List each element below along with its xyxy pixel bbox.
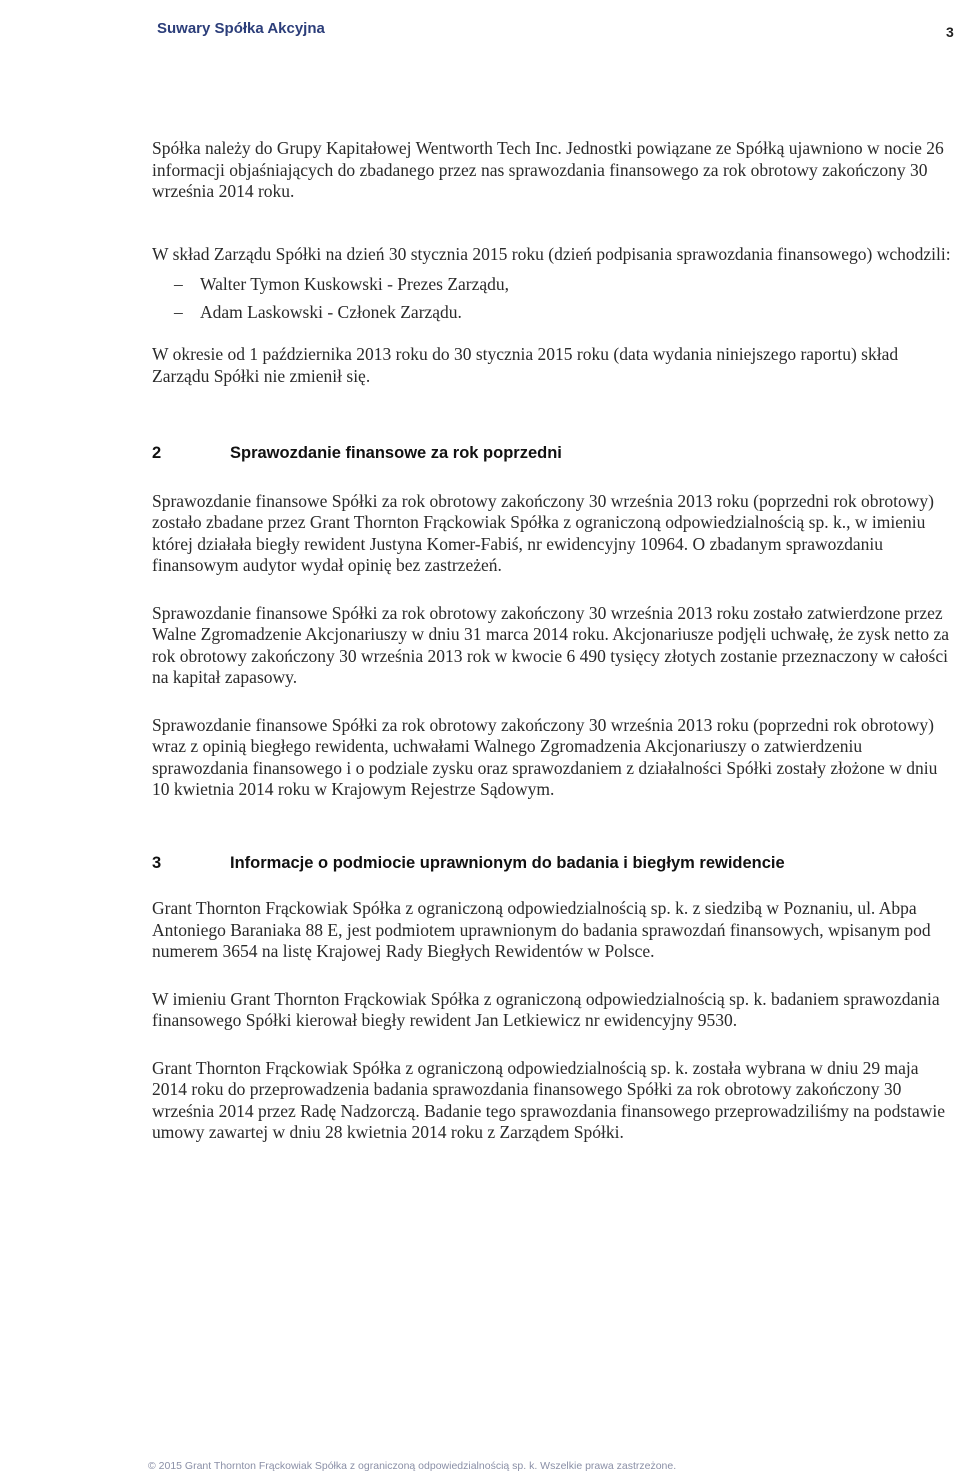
section-2-heading [152, 443, 952, 465]
board-member-president: – Walter Tymon Kuskowski - Prezes Zarządu, [174, 274, 952, 296]
section-3-heading [152, 853, 952, 875]
section-2-number: 2 [152, 444, 162, 462]
page-number: 3 [946, 24, 954, 40]
document-header-company: Suwary Spółka Akcyjna [157, 20, 325, 37]
section-3-title: Informacje o podmiocie uprawnionym do badania i biegłym rewidencie [230, 853, 785, 872]
intro-paragraph-group-membership: Spółka należy do Grupy Kapitałowej Wentworth Tech Inc. Jednostki powiązane ze Spółką ujawniono w nocie 26 informacji objaśniających do zbadanego przez nas sprawozdania finansowego za rok obrotowy zakończony 30 września 2014 roku. [152, 138, 944, 201]
section-2-paragraph-2: Sprawozdanie finansowe Spółki za rok obrotowy zakończony 30 września 2013 roku zostało zatwierdzone przez Walne Zgromadzenie Akcjonariuszy w dniu 31 marca 2014 roku. Akcjonariusze podjęli uchwałę, że zysk netto za rok obrotowy zakończony 30 września 2013 rok w kwocie 6 490 tysięcy złotych zostanie przeznaczony w całości na kapitał zapasowy. [152, 602, 950, 687]
document-body [152, 138, 952, 1144]
section-2-paragraph-3: Sprawozdanie finansowe Spółki za rok obrotowy zakończony 30 września 2013 roku (poprzedni rok obrotowy) wraz z opinią biegłego rewidenta, uchwałami Walnego Zgromadzenia Akcjonariuszy o zatwierdzeniu sprawozdania finansowego i o podziale zysku oraz sprawozdaniem z działalności Spółki zostały złożone w dniu 10 kwietnia 2014 roku w Krajowym Rejestrze Sądowym. [152, 714, 938, 799]
section-3-paragraph-2: W imieniu Grant Thornton Frąckowiak Spółka z ograniczoną odpowiedzialnością sp. k. badaniem sprawozdania finansowego Spółki kierował biegły rewident Jan Letkiewicz nr ewidencyjny 9530. [152, 988, 940, 1030]
intro-paragraph-board-unchanged: W okresie od 1 października 2013 roku do 30 stycznia 2015 roku (data wydania niniejszego raportu) skład Zarządu Spółki nie zmienił się. [152, 344, 899, 386]
board-member-member: – Adam Laskowski - Członek Zarządu. [174, 302, 952, 324]
intro-paragraph-board-composition: W skład Zarządu Spółki na dzień 30 stycznia 2015 roku (dzień podpisania sprawozdania finansowego) wchodzili: [152, 243, 951, 264]
copyright-footer: © 2015 Grant Thornton Frąckowiak Spółka z ograniczoną odpowiedzialnością sp. k. Wszelkie prawa zastrzeżone. [148, 1460, 677, 1472]
section-2-paragraph-1: Sprawozdanie finansowe Spółki za rok obrotowy zakończony 30 września 2013 roku (poprzedni rok obrotowy) zostało zbadane przez Grant Thornton Frąckowiak Spółka z ograniczoną odpowiedzialnością sp. k., w imieniu której działała biegły rewident Justyna Komer-Fabiś, nr ewidencyjny 10964. O zbadanym sprawozdaniu finansowym audytor wydał opinię bez zastrzeżeń. [152, 490, 934, 575]
section-3-paragraph-3: Grant Thornton Frąckowiak Spółka z ograniczoną odpowiedzialnością sp. k. została wybrana w dniu 29 maja 2014 roku do przeprowadzenia badania sprawozdania finansowego Spółki za rok obrotowy zakończony 30 września 2014 przez Radę Nadzorczą. Badanie tego sprawozdania finansowego przeprowadziliśmy na podstawie umowy zawartej w dniu 28 kwietnia 2014 roku z Zarządem Spółki. [152, 1057, 946, 1142]
section-3-number: 3 [152, 853, 162, 872]
section-2-title: Sprawozdanie finansowe za rok poprzedni [230, 444, 562, 462]
section-3-paragraph-1: Grant Thornton Frąckowiak Spółka z ograniczoną odpowiedzialnością sp. k. z siedzibą w Poznaniu, ul. Abpa Antoniego Baraniaka 88 E, jest podmiotem uprawnionym do badania sprawozdań finansowych, wpisanym pod numerem 3654 na listę Krajowej Rady Biegłych Rewidentów w Polsce. [152, 898, 931, 961]
board-members-list [152, 274, 952, 323]
